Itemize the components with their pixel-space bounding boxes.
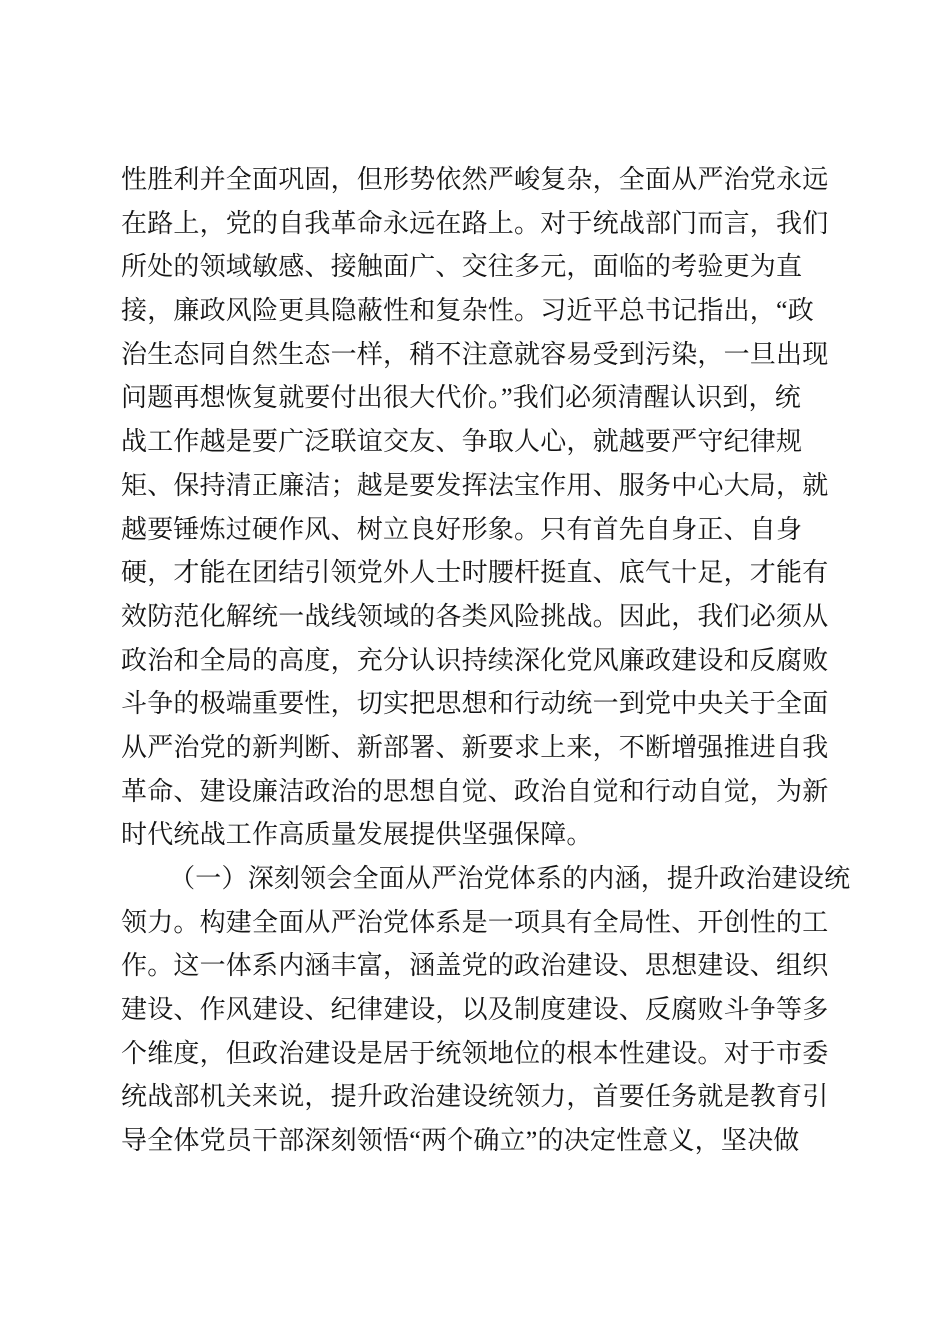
text-line: 个维度，但政治建设是居于统领地位的根本性建设。对于市委 bbox=[121, 1038, 829, 1068]
text-line: 斗争的极端重要性，切实把思想和行动统一到党中央关于全面 bbox=[121, 689, 829, 719]
text-line: 矩、保持清正廉洁；越是要发挥法宝作用、服务中心大局，就 bbox=[121, 470, 829, 500]
text-line: 作。这一体系内涵丰富，涵盖党的政治建设、思想建设、组织 bbox=[121, 951, 829, 981]
text-line: 效防范化解统一战线领域的各类风险挑战。因此，我们必须从 bbox=[121, 601, 829, 631]
text-line: 在路上，党的自我革命永远在路上。对于统战部门而言，我们 bbox=[121, 208, 829, 238]
text-line: 建设、作风建设、纪律建设，以及制度建设、反腐败斗争等多 bbox=[121, 995, 829, 1025]
text-line: 治生态同自然生态一样，稍不注意就容易受到污染，一旦出现 bbox=[121, 339, 829, 369]
text-line: 统战部机关来说，提升政治建设统领力，首要任务就是教育引 bbox=[121, 1082, 829, 1112]
text-line: 政治和全局的高度，充分认识持续深化党风廉政建设和反腐败 bbox=[121, 645, 829, 675]
text-line: 所处的领域敏感、接触面广、交往多元，面临的考验更为直 bbox=[121, 252, 803, 282]
text-line: 导全体党员干部深刻领悟“两个确立”的决定性意义，坚决做 bbox=[121, 1126, 800, 1156]
text-line: 性胜利并全面巩固，但形势依然严峻复杂，全面从严治党永远 bbox=[121, 165, 829, 194]
text-line-paragraph-start: （一）深刻领会全面从严治党体系的内涵，提升政治建设统 bbox=[169, 864, 851, 893]
text-line: 革命、建设廉洁政治的思想自觉、政治自觉和行动自觉，为新 bbox=[121, 776, 829, 806]
text-line: 战工作越是要广泛联谊交友、争取人心，就越要严守纪律规 bbox=[121, 427, 803, 457]
text-line-paragraph-end: 时代统战工作高质量发展提供坚强保障。 bbox=[121, 820, 593, 850]
document-body-text bbox=[121, 158, 851, 1163]
text-line: 问题再想恢复就要付出很大代价。”我们必须清醒认识到，统 bbox=[121, 383, 801, 413]
text-line: 从严治党的新判断、新部署、新要求上来，不断增强推进自我 bbox=[121, 732, 829, 762]
text-line: 接，廉政风险更具隐蔽性和复杂性。习近平总书记指出，“政 bbox=[121, 296, 814, 326]
text-line: 越要锤炼过硬作风、树立良好形象。只有首先自身正、自身 bbox=[121, 514, 803, 544]
text-line: 领力。构建全面从严治党体系是一项具有全局性、开创性的工 bbox=[121, 907, 829, 937]
text-line: 硬，才能在团结引领党外人士时腰杆挺直、底气十足，才能有 bbox=[121, 558, 829, 588]
